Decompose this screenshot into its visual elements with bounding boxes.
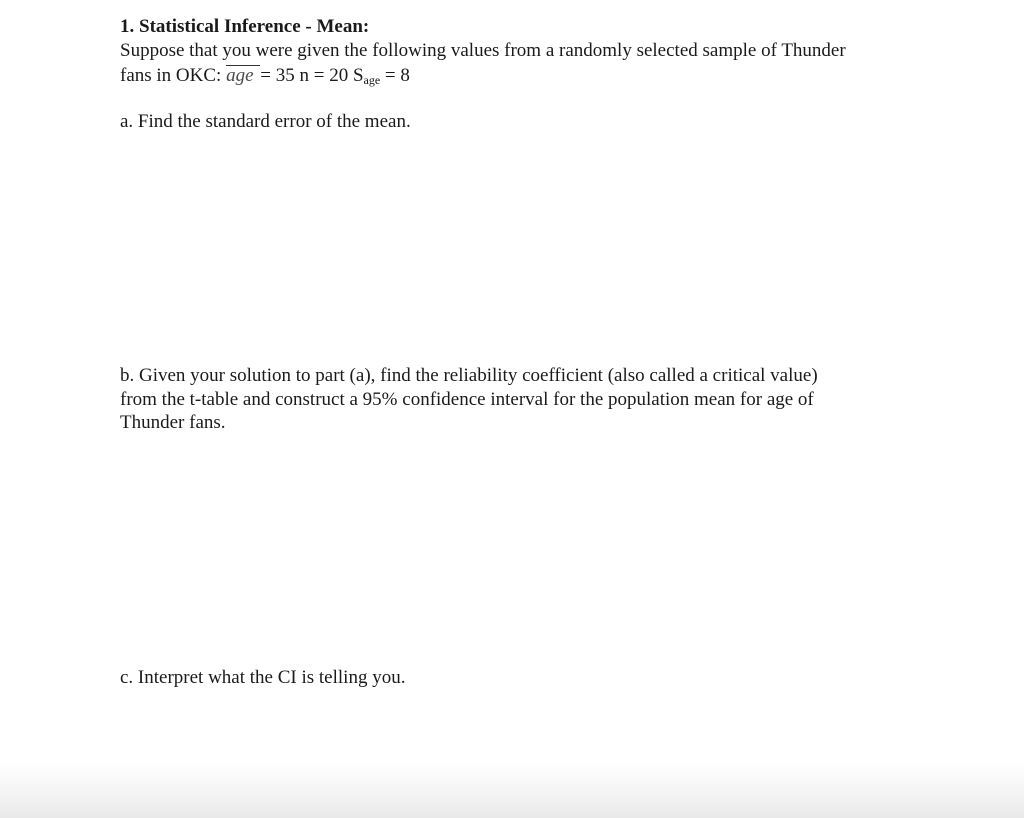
question-b-line-3: Thunder fans.	[120, 412, 226, 433]
question-b-line-1: b. Given your solution to part (a), find the reliability coefficient (also called a critical value)	[120, 365, 818, 386]
intro-line-1: Suppose that you were given the following values from a randomly selected sample of Thunder	[120, 40, 846, 61]
problem-heading: 1. Statistical Inference - Mean:	[120, 16, 370, 37]
question-b-line-2: from the t-table and construct a 95% confidence interval for the population mean for age of	[120, 388, 814, 410]
page-bottom-edge	[0, 762, 1024, 818]
sample-mean-symbol: age	[226, 65, 254, 86]
sd-value-text: = 8	[380, 65, 410, 86]
problem-intro	[120, 38, 910, 93]
question-a: a. Find the standard error of the mean.	[120, 111, 411, 132]
question-c: c. Interpret what the CI is telling you.	[120, 667, 406, 688]
sd-subscript: age	[363, 73, 381, 87]
sample-stats-text: = 35 n = 20 S	[255, 65, 364, 86]
question-b	[120, 364, 910, 435]
intro-line-2-prefix: fans in OKC:	[120, 65, 227, 86]
intro-line-2	[120, 63, 910, 93]
